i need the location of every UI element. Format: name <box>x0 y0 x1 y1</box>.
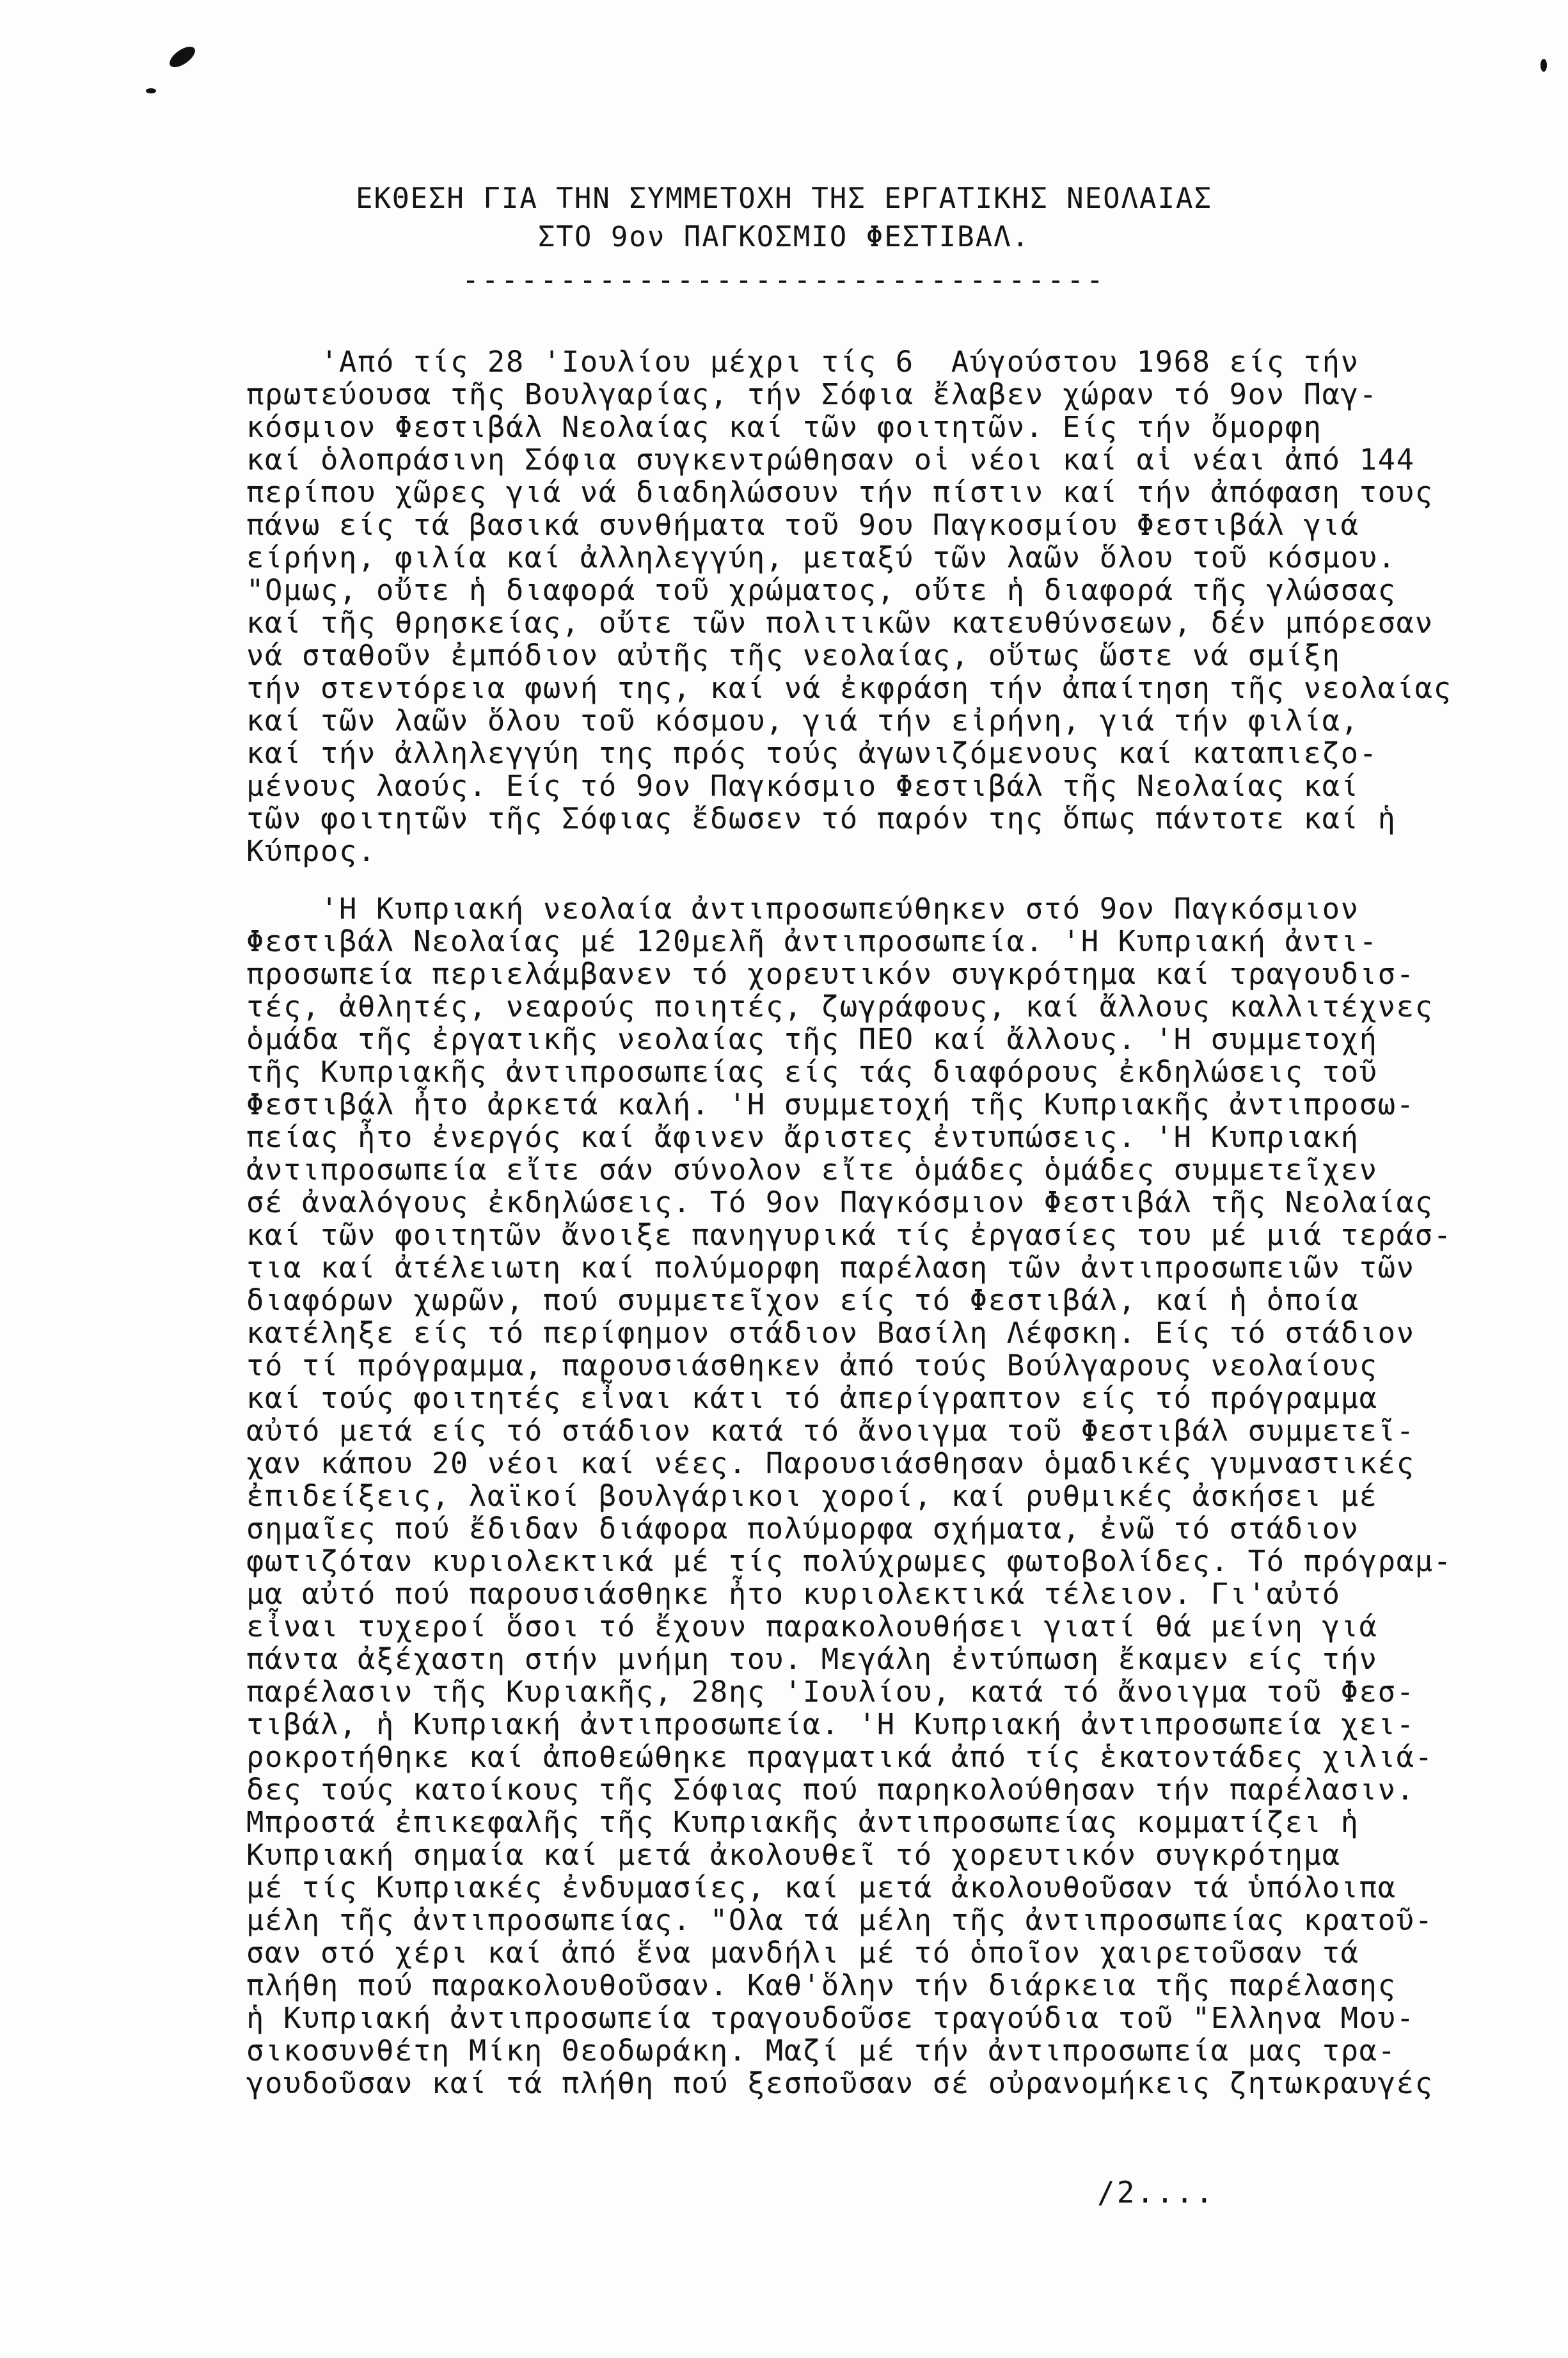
text-line: παρέλασιν τῆς Κυριακῆς, 28ης 'Ιουλίου, κατά τό ἄνοιγμα τοῦ Φεσ- <box>246 1675 1415 1709</box>
text-line: τῶν φοιτητῶν τῆς Σόφιας ἔδωσεν τό παρόν της ὅπως πάντοτε καί ἡ <box>246 802 1397 835</box>
text-line: τιβάλ, ἡ Κυπριακή ἀντιπροσωπεία. 'Η Κυπριακή ἀντιπροσωπεία χει- <box>246 1707 1415 1741</box>
text-line: χαν κάπου 20 νέοι καί νέες. Παρουσιάσθησαν ὁμαδικές γυμναστικές <box>246 1446 1415 1480</box>
text-line: ἡ Κυπριακή ἀντιπροσωπεία τραγουδοῦσε τραγούδια τοῦ "Ελληνα Μου- <box>246 2001 1415 2035</box>
text-line: τήν στεντόρεια φωνή της, καί νά ἐκφράση τήν ἀπαίτηση τῆς νεολαίας <box>246 671 1452 705</box>
text-line: τό τί πρόγραμμα, παρουσιάσθηκεν ἀπό τούς Βούλγαρους νεολαίους <box>246 1349 1378 1382</box>
text-line: "Ομως, οὔτε ἡ διαφορά τοῦ χρώματος, οὔτε ἡ διαφορά τῆς γλώσσας <box>246 573 1397 607</box>
text-line: ροκροτήθηκε καί ἀποθεώθηκε πραγματικά ἀπό τίς ἑκατοντάδες χιλιά- <box>246 1740 1434 1774</box>
text-line: ἐπιδείξεις, λαϊκοί βουλγάρικοι χοροί, καί ρυθμικές ἀσκήσει μέ <box>246 1479 1378 1513</box>
page-continuation-marker: /2.... <box>1097 2175 1216 2210</box>
text-line: δες τούς κατοίκους τῆς Σόφιας πού παρηκολούθησαν τήν παρέλασιν. <box>246 1773 1415 1807</box>
text-line: 'Από τίς 28 'Ιουλίου μέχρι τίς 6 Αύγούστου 1968 είς τήν <box>246 345 1359 379</box>
text-line: ὁμάδα τῆς ἐργατικῆς νεολαίας τῆς ΠΕΟ καί ἄλλους. 'Η συμμετοχή <box>246 1022 1378 1056</box>
text-line: καί τῆς θρησκείας, οὔτε τῶν πολιτικῶν κατευθύνσεων, δέν μπόρεσαν <box>246 606 1434 640</box>
text-line: μέ τίς Κυπριακές ἐνδυμασίες, καί μετά ἀκολουθοῦσαν τά ὑπόλοιπα <box>246 1871 1397 1904</box>
document-title-line-2: ΣΤΟ 9ον ΠΑΓΚΟΣΜΙΟ ΦΕΣΤΙΒΑΛ. <box>537 221 1031 253</box>
text-line: σικοσυνθέτη Μίκη Θεοδωράκη. Μαζί μέ τήν ἀντιπροσωπεία μας τρα- <box>246 2034 1397 2068</box>
text-line: είρήνη, φιλία καί ἀλληλεγγύη, μεταξύ τῶν λαῶν ὅλου τοῦ κόσμου. <box>246 541 1397 574</box>
text-line: καί τῶν λαῶν ὅλου τοῦ κόσμου, γιά τήν εἰρήνη, γιά τήν φιλία, <box>246 704 1359 738</box>
text-line: τῆς Κυπριακῆς ἀντιπροσωπείας είς τάς διαφόρους ἐκδηλώσεις τοῦ <box>246 1055 1378 1089</box>
document-title-line-1: ΕΚΘΕΣΗ ΓΙΑ ΤΗΝ ΣΥΜΜΕΤΟΧΗ ΤΗΣ ΕΡΓΑΤΙΚΗΣ ΝΕΟΛΑΙΑΣ <box>355 182 1213 215</box>
text-line: ἀντιπροσωπεία εἴτε σάν σύνολον εἴτε ὁμάδες ὁμάδες συμμετεῖχεν <box>246 1153 1378 1187</box>
text-line: πάντα ἀξέχαστη στήν μνήμη του. Μεγάλη ἐντύπωση ἔκαμεν είς τήν <box>246 1642 1378 1676</box>
text-line: αὐτό μετά είς τό στάδιον κατά τό ἄνοιγμα τοῦ Φεστιβάλ συμμετεῖ- <box>246 1414 1415 1448</box>
text-line: εἶναι τυχεροί ὅσοι τό ἔχουν παρακολουθήσει γιατί θά μείνη γιά <box>246 1610 1378 1643</box>
text-line: περίπου χῶρες γιά νά διαδηλώσουν τήν πίστιν καί τήν ἀπόφαση τους <box>246 475 1434 509</box>
text-line: προσωπεία περιελάμβανεν τό χορευτικόν συγκρότημα καί τραγουδισ- <box>246 957 1415 991</box>
ink-blot <box>146 88 156 93</box>
text-line: τές, ἀθλητές, νεαρούς ποιητές, ζωγράφους, καί ἄλλους καλλιτέχνες <box>246 990 1434 1024</box>
text-line: Φεστιβάλ Νεολαίας μέ 120μελῆ ἀντιπροσωπεία. 'Η Κυπριακή ἀντι- <box>246 924 1378 958</box>
text-line: νά σταθοῦν ἐμπόδιον αὐτῆς τῆς νεολαίας, οὕτως ὥστε νά σμίξη <box>246 638 1341 672</box>
paragraph-1 <box>246 345 1526 867</box>
text-line: Κύπρος. <box>246 834 376 868</box>
text-line: πάνω είς τά βασικά συνθήματα τοῦ 9ου Παγκοσμίου Φεστιβάλ γιά <box>246 508 1359 542</box>
text-line: μα αὐτό πού παρουσιάσθηκε ἦτο κυριολεκτικά τέλειον. Γι'αὐτό <box>246 1577 1341 1611</box>
text-line: γουδοῦσαν καί τά πλήθη πού ξεσποῦσαν σέ οὐρανομήκεις ζητωκραυγές <box>246 2066 1434 2100</box>
text-line: Κυπριακή σημαία καί μετά ἀκολουθεῖ τό χορευτικόν συγκρότημα <box>246 1838 1341 1872</box>
text-line: καί ὁλοπράσινη Σόφια συγκεντρώθησαν οἱ νέοι καί αἱ νέαι ἀπό 144 <box>246 443 1415 477</box>
ink-mark <box>1540 59 1547 72</box>
text-line: πλήθη πού παρακολουθοῦσαν. Καθ'ὅλην τήν διάρκεια τῆς παρέλασης <box>246 1968 1397 2002</box>
text-line: κατέληξε είς τό περίφημον στάδιον Βασίλη Λέφσκη. Είς τό στάδιον <box>246 1316 1415 1350</box>
text-line: σαν στό χέρι καί ἀπό ἕνα μανδήλι μέ τό ὁποῖον χαιρετοῦσαν τά <box>246 1936 1359 1970</box>
text-line: Φεστιβάλ ἦτο ἀρκετά καλή. 'Η συμμετοχή τῆς Κυπριακῆς ἀντιπροσω- <box>246 1088 1415 1121</box>
text-line: 'Η Κυπριακή νεολαία ἀντιπροσωπεύθηκεν στό 9ον Παγκόσμιον <box>246 892 1359 926</box>
text-line: Μπροστά ἐπικεφαλῆς τῆς Κυπριακῆς ἀντιπροσωπείας κομματίζει ἡ <box>246 1805 1359 1839</box>
paragraph-2 <box>246 892 1526 2100</box>
text-line: μέλη τῆς ἀντιπροσωπείας. "Ολα τά μέλη τῆς ἀντιπροσωπείας κρατοῦ- <box>246 1903 1434 1937</box>
text-line: κόσμιον Φεστιβάλ Νεολαίας καί τῶν φοιτητῶν. Είς τήν ὄμορφη <box>246 410 1322 444</box>
title-underline: --------------------------------- <box>462 264 1106 296</box>
text-line: πείας ἦτο ἐνεργός καί ἄφινεν ἄριστες ἐντυπώσεις. 'Η Κυπριακή <box>246 1120 1359 1154</box>
text-line: διαφόρων χωρῶν, πού συμμετεῖχον είς τό Φεστιβάλ, καί ἡ ὁποία <box>246 1283 1359 1317</box>
text-line: καί τήν ἀλληλεγγύη της πρός τούς ἀγωνιζόμενους καί καταπιεζο- <box>246 736 1378 770</box>
text-line: σημαῖες πού ἔδιδαν διάφορα πολύμορφα σχήματα, ἐνῶ τό στάδιον <box>246 1512 1359 1546</box>
text-line: φωτιζόταν κυριολεκτικά μέ τίς πολύχρωμες φωτοβολίδες. Τό πρόγραμ- <box>246 1544 1452 1578</box>
text-line: σέ ἀναλόγους ἐκδηλώσεις. Τό 9ον Παγκόσμιον Φεστιβάλ τῆς Νεολαίας <box>246 1185 1434 1219</box>
ink-blot <box>166 43 198 71</box>
text-line: μένους λαούς. Είς τό 9ον Παγκόσμιο Φεστιβάλ τῆς Νεολαίας καί <box>246 769 1359 803</box>
text-line: τια καί ἀτέλειωτη καί πολύμορφη παρέλαση τῶν ἀντιπροσωπειῶν τῶν <box>246 1251 1415 1285</box>
text-line: καί τῶν φοιτητῶν ἄνοιξε πανηγυρικά τίς ἐργασίες του μέ μιά τεράσ- <box>246 1218 1452 1252</box>
text-line: καί τούς φοιτητές εἶναι κάτι τό ἀπερίγραπτον είς τό πρόγραμμα <box>246 1381 1378 1415</box>
text-line: πρωτεύουσα τῆς Βουλγαρίας, τήν Σόφια ἔλαβεν χώραν τό 9ον Παγ- <box>246 377 1378 411</box>
